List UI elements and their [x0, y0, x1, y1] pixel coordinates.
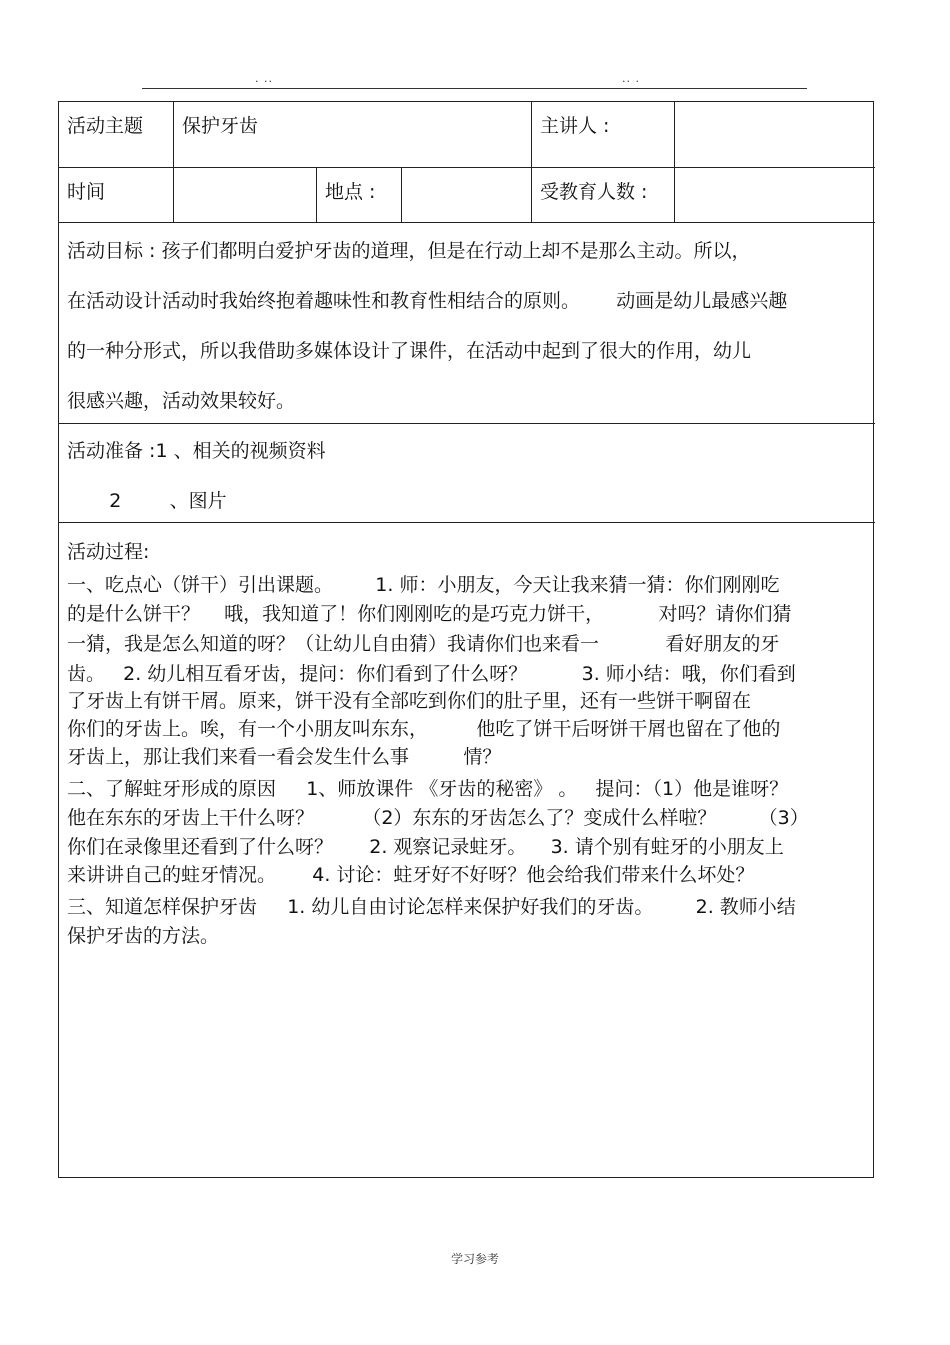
process-line: 二、了解蛀牙形成的原因 1、师放课件 《牙齿的秘密》 。 提问：（1）他是谁呀？	[67, 778, 789, 800]
process-line: 齿。 2. 幼儿相互看牙齿，提问：你们看到了什么呀？ 3. 师小结：哦，你们看到	[67, 663, 796, 685]
column-divider	[173, 102, 174, 222]
process-line: 你们在录像里还看到了什么呀？ 2. 观察记录蛀牙。 3. 请个别有蛀牙的小朋友上	[67, 836, 784, 858]
column-divider	[674, 102, 675, 222]
row-divider	[59, 423, 875, 424]
process-line: 三、知道怎样保护牙齿 1. 幼儿自由讨论怎样来保护好我们的牙齿。 2. 教师小结	[67, 896, 796, 918]
goal-line: 很感兴趣，活动效果较好。	[67, 390, 296, 412]
process-line: 你们的牙齿上。唉，有一个小朋友叫东东， 他吃了饼干后呀饼干屑也留在了他的	[67, 718, 781, 740]
process-line: 他在东东的牙齿上干什么呀？ （2）东东的牙齿怎么了？变成什么样啦？ （3）	[67, 807, 809, 829]
header-dots-left: . ..	[255, 72, 273, 85]
process-line: 一猜，我是怎么知道的呀？（让幼儿自由猜）我请你们也来看一 看好朋友的牙	[67, 633, 780, 655]
topic-value: 保护牙齿	[182, 115, 259, 137]
process-line: 牙齿上，那让我们来看一看会发生什么事 情？	[67, 746, 502, 768]
row-divider	[59, 167, 875, 168]
prep-line: 2 、图片	[67, 490, 227, 512]
time-label: 时间	[67, 181, 106, 203]
topic-label: 活动主题	[67, 115, 144, 137]
header-dots-right: .. .	[622, 72, 640, 85]
activity-form-table	[58, 101, 874, 1178]
process-line: 了牙齿上有饼干屑。原来，饼干没有全部吃到你们的肚子里，还有一些饼干啊留在	[67, 690, 752, 712]
prep-line: 活动准备 :1 、相关的视频资料	[67, 440, 326, 462]
audience-label: 受教育人数 :	[540, 181, 648, 203]
page-footer: 学习参考	[450, 1252, 499, 1266]
process-title: 活动过程:	[67, 541, 150, 563]
column-divider	[531, 102, 532, 222]
process-line: 一、吃点心（饼干）引出课题。 1. 师：小朋友，今天让我来猜一猜：你们刚刚吃	[67, 574, 780, 596]
process-line: 来讲讲自己的蛀牙情况。 4. 讨论：蛀牙好不好呀？他会给我们带来什么坏处？	[67, 864, 755, 886]
goal-line: 的一种分形式，所以我借助多媒体设计了课件，在活动中起到了很大的作用，幼儿	[67, 340, 752, 362]
place-label: 地点 :	[325, 181, 376, 203]
row-divider	[59, 222, 875, 223]
goal-line: 在活动设计活动时我始终抱着趣味性和教育性相结合的原则。 动画是幼儿最感兴趣	[67, 290, 788, 312]
header-rule	[142, 88, 807, 89]
column-divider	[316, 167, 317, 222]
column-divider	[401, 167, 402, 222]
row-divider	[59, 522, 875, 523]
goal-line: 活动目标 : 孩子们都明白爱护牙齿的道理，但是在行动上却不是那么主动。所以，	[67, 240, 751, 262]
process-line: 保护牙齿的方法。	[67, 925, 220, 947]
process-line: 的是什么饼干？ 哦，我知道了！你们刚刚吃的是巧克力饼干， 对吗？请你们猜	[67, 603, 792, 625]
speaker-label: 主讲人 :	[540, 115, 610, 137]
